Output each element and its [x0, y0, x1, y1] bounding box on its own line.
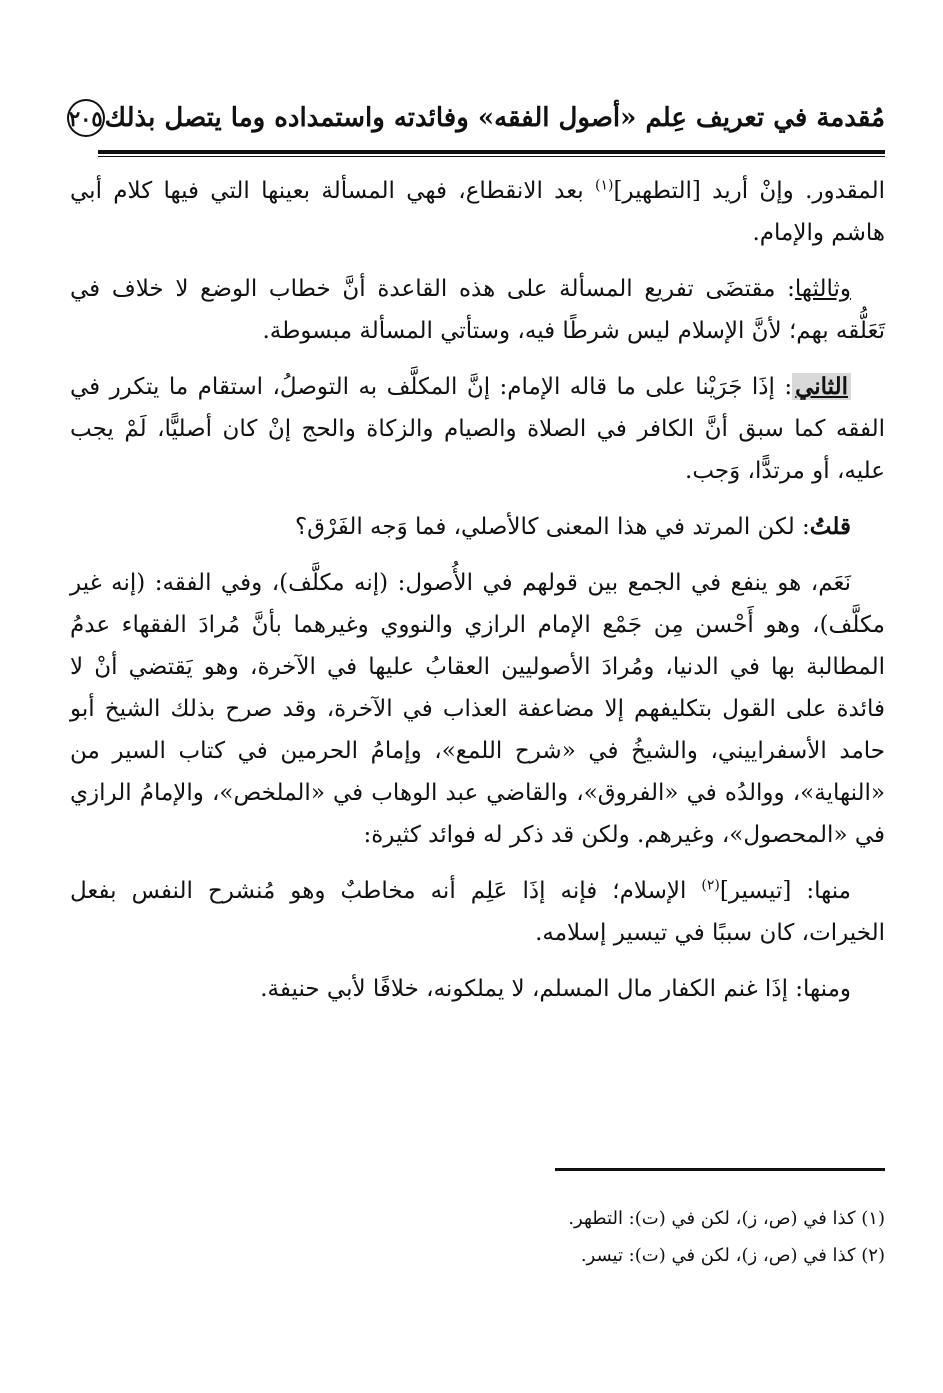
paragraph-7 — [70, 968, 885, 1010]
paragraph-4-lead: قلتُ — [809, 513, 851, 540]
paragraph-2 — [70, 268, 885, 352]
paragraph-4 — [70, 506, 885, 548]
running-header — [68, 96, 885, 140]
paragraph-6-text-a: منها: [تيسير] — [719, 878, 851, 904]
paragraph-1 — [70, 170, 885, 254]
paragraph-3-text: : إذَا جَرَيْنا على ما قاله الإمام: إنَّ المكلَّف به التوصلُ، استقام ما يتكرر في الفقه كما سبق أنَّ الكافر في الصلاة والصيام والزكاة والحج إنْ كان أصليًّا، لَمْ يجب عليه، أو مرتدًّا، وَجب. — [70, 374, 885, 484]
footnotes — [70, 1200, 885, 1274]
header-rule-thick — [98, 150, 885, 154]
page-number: ٢٠٥ — [67, 99, 105, 137]
body-text — [70, 170, 885, 1024]
footnote-2: (٢) كذا في (ص، ز)، لكن في (ت): تيسر. — [580, 1245, 885, 1266]
paragraph-2-text: : مقتضَى تفريع المسألة على هذه القاعدة أنَّ خطاب الوضع لا خلاف في تَعَلُّقه بهم؛ لأنَّ الإسلام ليس شرطًا فيه، وستأتي المسألة مبسوطة. — [70, 276, 885, 344]
paragraph-5 — [70, 562, 885, 856]
paragraph-5-text: نَعَم، هو ينفع في الجمع بين قولهم في الأُصول: (إنه مكلَّف)، وفي الفقه: (إنه غير مكلَّف)، وهو أَحْسن مِن جَمْع الإمام الرازي والنووي وغيرهما بأنَّ مُرادَ الفقهاء عدمُ المطالبة بها في الدنيا، ومُرادَ الأصوليين العقابُ عليها في الآخرة، وهو يَقتضي أنْ لا فائدة على القول بتكليفهم إلا مضاعفة العذاب في الآخرة، وقد صرح بذلك الشيخ أبو حامد الأسفراييني، والشيخُ في «شرح اللمع»، وإمامُ الحرمين في كتاب السير من «النهاية»، ووالدُه في «الفروق»، والقاضي عبد الوهاب في «الملخص»، والإمامُ الرازي في «المحصول»، وغيرهم. ولكن قد ذكر له فوائد كثيرة: — [70, 570, 885, 848]
paragraph-4-text: : لكن المرتد في هذا المعنى كالأصلي، فما وَجه الفَرْق؟ — [294, 514, 810, 540]
paragraph-6 — [70, 870, 885, 954]
paragraph-2-lead: وثالثها — [794, 276, 851, 302]
footnote-1: (١) كذا في (ص، ز)، لكن في (ت): التطهر. — [568, 1208, 885, 1229]
header-rule-thin — [98, 156, 885, 157]
paragraph-3-lead: الثاني — [792, 373, 851, 400]
header-title: مُقدمة في تعريف عِلم «أصول الفقه» وفائدته واستمداده وما يتصل بذلك — [104, 103, 885, 133]
footnote-ref-2[interactable]: (٢) — [701, 877, 720, 894]
paragraph-1-text-b: بعد الانقطاع، فهي المسألة بعينها التي فيها كلام أبي هاشم والإمام. — [70, 178, 885, 246]
paragraph-6-text-b: الإسلام؛ فإنه إذَا عَلِم أنه مخاطبٌ وهو مُنشرح النفس بفعل الخيرات، كان سببًا في تيسير إسلامه. — [70, 878, 885, 946]
paragraph-1-text-a: المقدور. وإنْ أريد [التطهير] — [613, 178, 885, 204]
footnote-ref-1[interactable]: (١) — [594, 177, 614, 194]
paragraph-7-text: ومنها: إذَا غنم الكفار مال المسلم، لا يملكونه، خلافًا لأبي حنيفة. — [260, 976, 851, 1002]
footnote-separator — [555, 1168, 885, 1171]
paragraph-3 — [70, 366, 885, 492]
